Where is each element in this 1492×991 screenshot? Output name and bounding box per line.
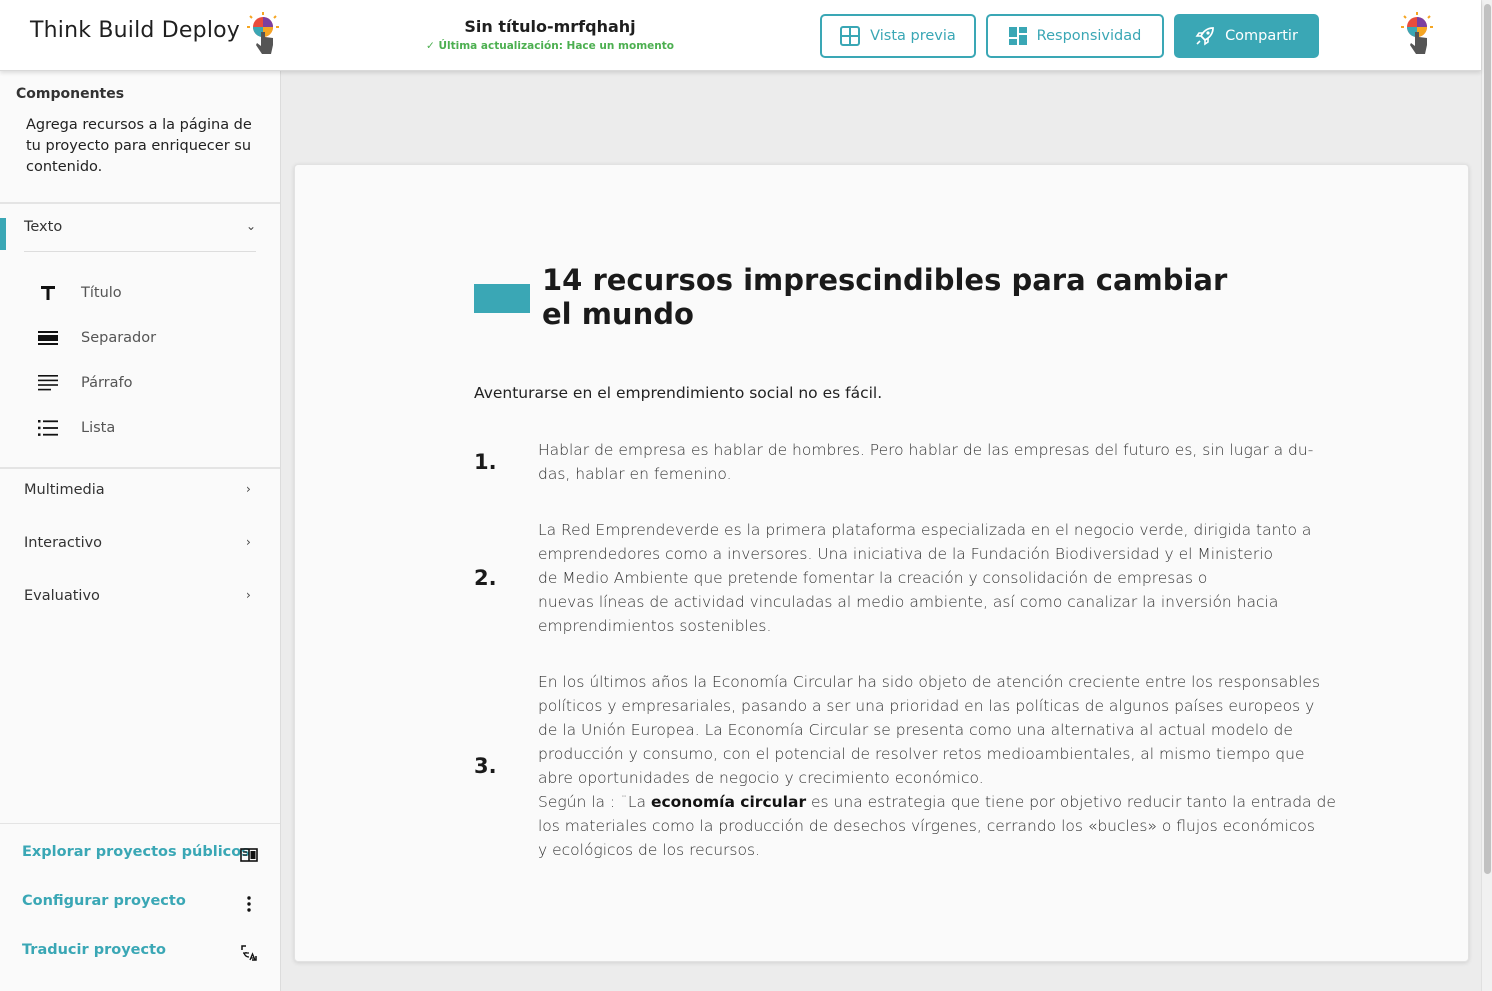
chevron-right-icon[interactable]: › <box>246 588 251 602</box>
chevron-right-icon[interactable]: › <box>246 535 251 549</box>
explore-public-projects-link[interactable]: Explorar proyectos públicos <box>22 844 250 860</box>
text-line: emprendimientos sostenibles. <box>538 617 772 635</box>
list-item-text[interactable] <box>538 518 1311 638</box>
text-line: abre oportunidades de negocio y crecimiento económico. <box>538 769 984 787</box>
divider <box>24 251 256 252</box>
list-item-text[interactable] <box>538 670 1336 862</box>
text-line: emprendedores como a inversores. Una iniciativa de la Fundación Biodiversidad y el Ministerio <box>538 545 1274 563</box>
share-button[interactable] <box>1174 14 1319 58</box>
rocket-icon <box>1195 26 1215 46</box>
text-line: En los últimos años la Economía Circular ha sido objeto de atención creciente entre los responsables <box>538 673 1321 691</box>
book-icon[interactable] <box>240 846 258 864</box>
translate-icon[interactable] <box>240 944 258 962</box>
divider <box>0 202 280 204</box>
tool-label: Lista <box>81 420 116 436</box>
tool-separator[interactable] <box>36 323 256 353</box>
quote-prefix: Según la : ¨La <box>538 793 651 811</box>
share-button-label: Compartir <box>1225 28 1298 44</box>
title-accent-bar <box>474 284 530 313</box>
active-section-indicator <box>0 218 6 250</box>
text-line: políticos y empresariales, pasando a ser una prioridad en las políticas de algunos países europeos y <box>538 697 1315 715</box>
separator-icon <box>36 326 60 350</box>
vertical-scrollbar[interactable] <box>1481 0 1492 991</box>
section-text[interactable]: Texto <box>24 219 63 235</box>
tool-paragraph[interactable] <box>36 368 256 398</box>
components-sidebar <box>0 71 281 991</box>
tool-label: Separador <box>81 330 157 346</box>
brand-name[interactable]: Think Build Deploy <box>30 18 241 43</box>
text-line: La Red Emprendeverde es la primera plataforma especializada en el negocio verde, dirigida tanto a <box>538 521 1312 539</box>
text-line: Hablar de empresa es hablar de hombres. Pero hablar de las empresas del futuro es, sin lugar a du- <box>538 441 1314 459</box>
section-multimedia[interactable]: Multimedia <box>24 482 105 498</box>
list-number: 2. <box>474 566 497 590</box>
dashboard-icon <box>1009 27 1027 45</box>
more-vertical-icon[interactable] <box>240 895 258 913</box>
text-line: y ecológicos de los recursos. <box>538 841 760 859</box>
quote-rest: es una estrategia que tiene por objetivo reducir tanto la entrada de <box>806 793 1336 811</box>
section-evaluative[interactable]: Evaluativo <box>24 588 100 604</box>
chevron-right-icon[interactable]: › <box>246 482 251 496</box>
text-line: das, hablar en femenino. <box>538 465 732 483</box>
divider <box>0 467 280 469</box>
text-line: producción y consumo, con el potencial de resolver retos medioambientales, al mismo tiempo que <box>538 745 1305 763</box>
list-item-text[interactable] <box>538 438 1313 486</box>
divider <box>0 823 280 824</box>
list-number: 1. <box>474 450 497 474</box>
text-line: nuevas líneas de actividad vinculadas al medio ambiente, así como canalizar la inversión hacia <box>538 593 1279 611</box>
save-status: ✓ Última actualización: Hace un momento <box>426 40 674 52</box>
page-canvas[interactable] <box>294 164 1469 962</box>
tool-label: Título <box>81 285 122 301</box>
grid-icon <box>840 26 860 46</box>
responsive-button-label: Responsividad <box>1036 28 1142 44</box>
paragraph-icon <box>36 371 60 395</box>
title-icon <box>36 281 60 305</box>
text-line: de Medio Ambiente que pretende fomentar la creación y consolidación de empresas o <box>538 569 1208 587</box>
top-bar <box>0 0 1481 71</box>
preview-button-label: Vista previa <box>870 28 956 44</box>
chevron-down-icon[interactable]: ⌄ <box>246 219 257 233</box>
tool-title[interactable] <box>36 278 256 308</box>
preview-button[interactable] <box>820 14 976 58</box>
scrollbar-thumb[interactable] <box>1484 4 1491 874</box>
configure-project-link[interactable]: Configurar proyecto <box>22 893 186 909</box>
article-title[interactable]: 14 recursos imprescindibles para cambiar el mundo <box>542 263 1228 331</box>
section-interactive[interactable]: Interactivo <box>24 535 103 551</box>
text-line: los materiales como la producción de desechos vírgenes, cerrando los «bucles» o flujos económicos <box>538 817 1315 835</box>
translate-project-link[interactable]: Traducir proyecto <box>22 942 166 958</box>
text-line: de la Unión Europea. La Economía Circular se presenta como una alternativa al actual modelo de <box>538 721 1293 739</box>
logo-icon <box>246 12 280 56</box>
responsive-button[interactable] <box>986 14 1164 58</box>
list-icon <box>36 416 60 440</box>
tool-list[interactable] <box>36 413 256 443</box>
intro-paragraph[interactable]: Aventurarse en el emprendimiento social no es fácil. <box>474 384 883 402</box>
sidebar-heading: Componentes <box>16 86 125 102</box>
document-title[interactable]: Sin título-mrfqhahj <box>464 17 636 36</box>
sidebar-description: Agrega recursos a la página de tu proyecto para enriquecer su contenido. <box>26 117 252 175</box>
user-avatar[interactable] <box>1400 12 1434 56</box>
quote-line <box>538 790 1336 814</box>
list-number: 3. <box>474 754 497 778</box>
bold-term: economía circular <box>650 793 807 811</box>
tool-label: Párrafo <box>81 375 133 391</box>
